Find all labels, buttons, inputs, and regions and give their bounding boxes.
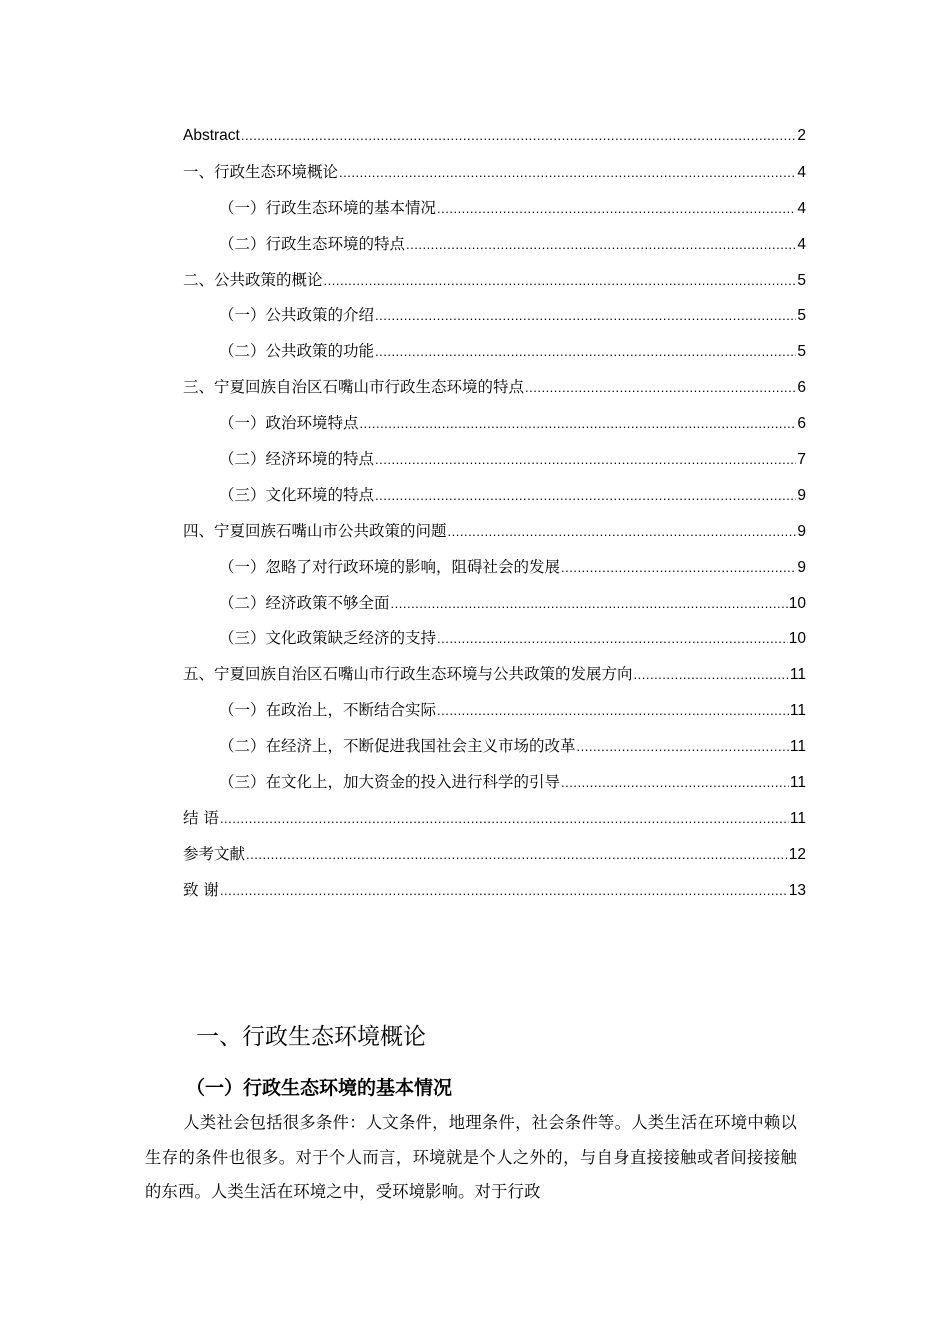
- toc-entry[interactable]: [183, 196, 806, 232]
- toc-entry[interactable]: [183, 591, 806, 627]
- toc-entry-page-number: 10: [788, 594, 806, 612]
- toc-entry-label: （一）在政治上，不断结合实际: [219, 701, 437, 720]
- toc-dot-leader: [246, 843, 788, 867]
- body-paragraph: 人类社会包括很多条件：人文条件，地理条件，社会条件等。人类生活在环境中赖以生存的条件也很多。对于个人而言，环境就是个人之外的，与自身直接接触或者间接接触的东西。人类生活在环境之中，受环境影响。对于行政: [145, 1113, 797, 1201]
- toc-entry[interactable]: [183, 878, 806, 914]
- toc-entry-label: 二、公共政策的概论: [183, 270, 323, 289]
- toc-entry[interactable]: [183, 160, 806, 196]
- table-of-contents: [183, 124, 806, 914]
- toc-entry-label: （三）在文化上，加大资金的投入进行科学的引导: [219, 773, 561, 792]
- toc-entry-page-number: 5: [797, 343, 806, 361]
- toc-dot-leader: [561, 771, 789, 795]
- toc-entry-label: Abstract: [183, 127, 240, 144]
- toc-entry-page-number: 11: [789, 702, 806, 720]
- toc-entry-page-number: 4: [797, 199, 806, 217]
- toc-entry[interactable]: [183, 698, 806, 734]
- toc-entry-label: （三）文化环境的特点: [219, 485, 375, 504]
- toc-entry-label: （三）文化政策缺乏经济的支持: [219, 629, 437, 648]
- toc-entry-label: （一）行政生态环境的基本情况: [219, 198, 437, 217]
- toc-entry[interactable]: [183, 339, 806, 375]
- toc-entry[interactable]: [183, 662, 806, 698]
- section-subheading: （一）行政生态环境的基本情况: [186, 1077, 453, 1099]
- toc-entry-label: （二）行政生态环境的特点: [219, 234, 406, 253]
- toc-entry-page-number: 9: [797, 486, 806, 504]
- toc-entry-label: （一）忽略了对行政环境的影响，阻碍社会的发展: [219, 557, 561, 576]
- toc-entry-label: 四、宁夏回族石嘴山市公共政策的问题: [183, 521, 447, 540]
- toc-entry-label: （二）经济环境的特点: [219, 450, 375, 469]
- toc-dot-leader: [241, 124, 797, 148]
- toc-entry[interactable]: [183, 806, 806, 842]
- toc-dot-leader: [375, 484, 796, 508]
- toc-dot-leader: [220, 807, 789, 831]
- toc-dot-leader: [561, 556, 796, 580]
- toc-entry[interactable]: [183, 842, 806, 878]
- toc-entry-page-number: 12: [788, 845, 806, 863]
- toc-entry-page-number: 4: [797, 163, 806, 181]
- toc-entry-page-number: 11: [789, 774, 806, 792]
- toc-entry-page-number: 4: [797, 235, 806, 253]
- toc-entry-label: 结 语: [183, 808, 219, 827]
- toc-entry[interactable]: [183, 519, 806, 555]
- toc-dot-leader: [391, 592, 788, 616]
- toc-dot-leader: [437, 699, 789, 723]
- toc-entry-label: （一）政治环境特点: [219, 414, 359, 433]
- toc-dot-leader: [375, 304, 796, 328]
- toc-entry-page-number: 7: [797, 451, 806, 469]
- toc-entry[interactable]: [183, 124, 806, 160]
- section-heading: 一、行政生态环境概论: [196, 1024, 426, 1050]
- toc-entry[interactable]: [183, 483, 806, 519]
- toc-dot-leader: [375, 448, 796, 472]
- toc-entry[interactable]: [183, 375, 806, 411]
- toc-entry-label: 五、宁夏回族自治区石嘴山市行政生态环境与公共政策的发展方向: [183, 665, 633, 684]
- toc-entry[interactable]: [183, 734, 806, 770]
- toc-dot-leader: [634, 663, 789, 687]
- toc-entry-label: （二）在经济上，不断促进我国社会主义市场的改革: [219, 737, 576, 756]
- toc-entry[interactable]: [183, 555, 806, 591]
- toc-entry-label: 参考文献: [183, 844, 246, 863]
- toc-entry-page-number: 11: [789, 809, 806, 827]
- toc-entry[interactable]: [183, 770, 806, 806]
- toc-entry-page-number: 9: [797, 522, 806, 540]
- toc-dot-leader: [577, 735, 789, 759]
- toc-dot-leader: [448, 520, 797, 544]
- toc-entry[interactable]: [183, 303, 806, 339]
- toc-entry-label: （二）公共政策的功能: [219, 342, 375, 361]
- toc-entry-page-number: 5: [797, 307, 806, 325]
- toc-entry-page-number: 2: [797, 127, 806, 144]
- toc-entry-page-number: 5: [797, 271, 806, 289]
- toc-entry[interactable]: [183, 232, 806, 268]
- toc-entry-label: 一、行政生态环境概论: [183, 162, 339, 181]
- toc-entry-page-number: 10: [788, 630, 806, 648]
- toc-dot-leader: [375, 340, 796, 364]
- toc-dot-leader: [339, 161, 796, 185]
- toc-entry[interactable]: [183, 626, 806, 662]
- toc-dot-leader: [220, 879, 788, 903]
- toc-entry-page-number: 9: [797, 558, 806, 576]
- toc-entry-page-number: 6: [797, 379, 806, 397]
- toc-dot-leader: [360, 412, 797, 436]
- toc-entry-label: （二）经济政策不够全面: [219, 593, 390, 612]
- toc-dot-leader: [437, 197, 796, 221]
- toc-entry-label: 三、宁夏回族自治区石嘴山市行政生态环境的特点: [183, 378, 525, 397]
- toc-dot-leader: [525, 376, 796, 400]
- toc-entry[interactable]: [183, 268, 806, 304]
- toc-dot-leader: [437, 627, 788, 651]
- toc-entry[interactable]: [183, 411, 806, 447]
- toc-entry-label: 致 谢: [183, 880, 219, 899]
- toc-dot-leader: [406, 233, 796, 257]
- toc-entry-page-number: 13: [788, 881, 806, 899]
- toc-entry-page-number: 11: [789, 666, 806, 684]
- toc-entry-page-number: 6: [797, 415, 806, 433]
- toc-entry[interactable]: [183, 447, 806, 483]
- toc-entry-label: （一）公共政策的介绍: [219, 306, 375, 325]
- toc-dot-leader: [324, 269, 797, 293]
- toc-entry-page-number: 11: [789, 738, 806, 756]
